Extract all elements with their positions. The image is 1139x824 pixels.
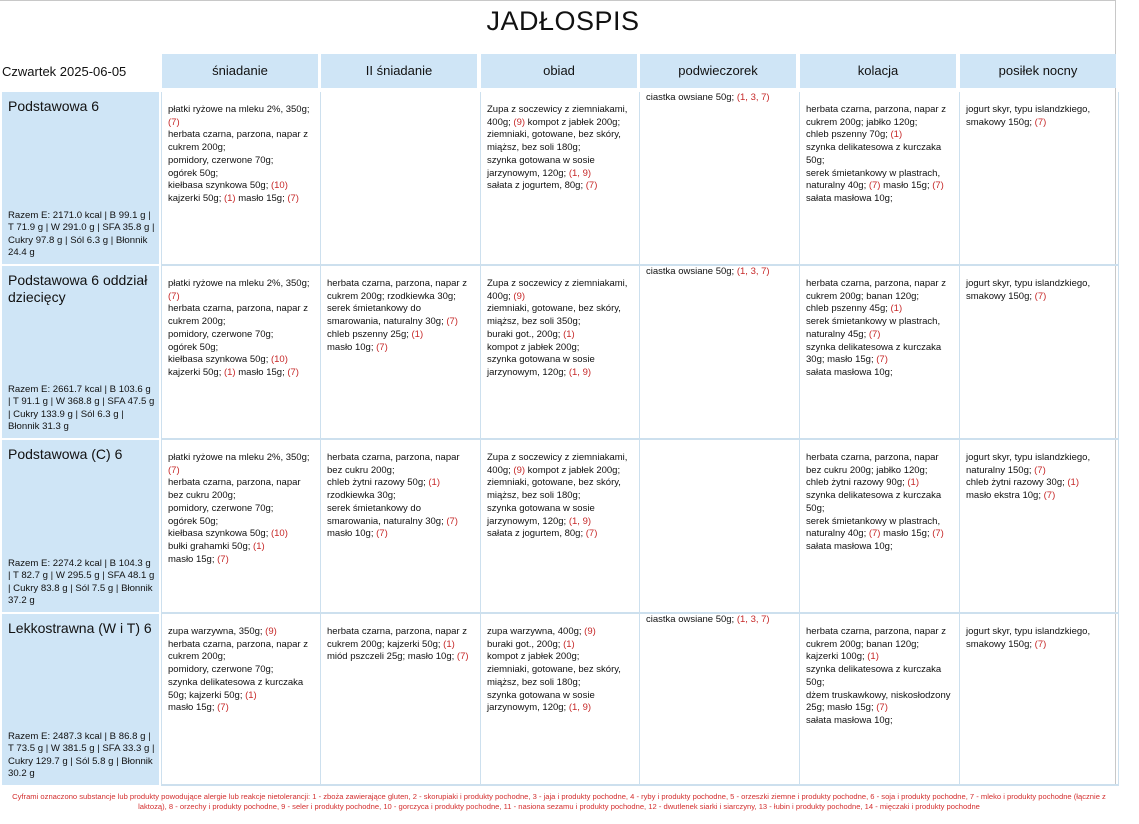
- meal-item: masło 10g; (7): [327, 528, 388, 540]
- allergen-code: (1, 9): [568, 167, 592, 179]
- meal-item: pomidory, czerwone 70g;: [168, 502, 274, 514]
- meal-item: ogórek 50g;: [168, 515, 219, 527]
- meal-item: szynka delikatesowa z kurczaka 30g; masło 15g; (7): [806, 341, 942, 366]
- allergen-code: (7): [446, 515, 458, 527]
- allergen-code: (7): [287, 366, 299, 378]
- column-header: II śniadanie: [321, 54, 477, 88]
- allergen-code: (7): [868, 328, 881, 340]
- meal-item: ziemniaki, gotowane, bez skóry, miąższ, bez soli 180g;: [487, 664, 621, 688]
- allergen-code: (1, 9): [568, 702, 592, 714]
- meal-item: herbata czarna, parzona, napar bez cukru 200g;: [168, 477, 301, 502]
- meal-item: kompot z jabłek 200g;: [487, 341, 580, 353]
- meal-item: chleb żytni razowy 50g; (1): [327, 477, 441, 489]
- meal-item: herbata czarna, parzona, napar z cukrem 200g;: [168, 129, 308, 154]
- meal-cell: [646, 614, 796, 627]
- meal-item: Zupa z soczewicy z ziemniakami, 400g; (9) kompot z jabłek 200g;: [487, 104, 628, 128]
- meal-item: chleb żytni razowy 90g; (1): [806, 477, 920, 489]
- allergen-code: (7): [868, 180, 881, 192]
- column-header: podwieczorek: [640, 54, 796, 88]
- diet-name: Podstawowa (C) 6: [8, 446, 123, 462]
- meal-item: zupa warzywna, 350g; (9): [168, 626, 277, 637]
- diet-row-header: [2, 266, 159, 438]
- allergen-code: (7): [217, 702, 229, 714]
- meal-item: dżem truskawkowy, niskosłodzony 25g; masło 15g; (7): [806, 689, 951, 714]
- allergen-code: (1, 9): [568, 366, 592, 378]
- meal-item: szynka gotowana w sosie jarzynowym, 120g; (1, 9): [487, 502, 595, 527]
- meal-item: szynka gotowana w sosie jarzynowym, 120g; (1, 9): [487, 354, 595, 378]
- meal-item: pomidory, czerwone 70g;: [168, 154, 274, 166]
- meal-cell: [487, 278, 637, 380]
- allergen-code: (1): [253, 540, 265, 552]
- allergen-code: (7): [376, 528, 388, 540]
- allergen-code: (1): [890, 129, 903, 141]
- allergen-code: (9): [513, 290, 526, 302]
- meal-cell: [966, 626, 1116, 651]
- meal-cell: [806, 626, 956, 728]
- allergen-legend: Cyframi oznaczono substancje lub produkty powodujące alergie lub reakcje nietolerancji: 1 - zboża zawierające gluten, 2 - skorupiaki i produkty pochodne, 3 - jaja i produkty pochodne, 4 - ryby i produkty pochodne, 5 - orzeszki ziemne i produkty pochodne, 6 - soja i produkty pochodne, 7 - mleko i produkty pochodne (łącznie z laktozą), 8 - orzechy i produkty pochodne, 9 - seler i produkty pochodne, 10 - gorczyca i produkty pochodne, 11 - nasiona sezamu i produkty pochodne, 12 - dwutlenek siarki i siarczyny, 13 - łubin i produkty pochodne, 14 - mięczaki i produkty pochodne: [12, 792, 1106, 811]
- allergen-code: (1): [443, 638, 455, 650]
- meal-item: zupa warzywna, 400g; (9): [487, 626, 596, 637]
- meal-cell: [168, 278, 318, 380]
- meal-item: ciastka owsiane 50g; (1, 3, 7): [646, 266, 770, 277]
- meal-item: kiełbasa szynkowa 50g; (10): [168, 354, 288, 366]
- meal-item: kompot z jabłek 200g;: [487, 651, 580, 663]
- meal-item: ciastka owsiane 50g; (1, 3, 7): [646, 92, 770, 103]
- meal-item: jogurt skyr, typu islandzkiego, naturalny 150g; (7): [966, 452, 1091, 476]
- meal-cell: [327, 278, 477, 354]
- meal-item: buraki got., 200g; (1): [487, 638, 575, 650]
- meal-item: Zupa z soczewicy z ziemniakami, 400g; (9) kompot z jabłek 200g;: [487, 452, 628, 476]
- meal-item: herbata czarna, parzona, napar z cukrem 200g;: [168, 638, 308, 663]
- allergen-code: (1): [428, 477, 441, 489]
- meal-item: szynka delikatesowa z kurczaka 50g; kajzerki 50g; (1): [168, 676, 304, 701]
- allergen-code: (7): [585, 528, 598, 540]
- meal-item: ziemniaki, gotowane, bez skóry, miąższ, bez soli 180g;: [487, 477, 621, 502]
- meal-item: serek śmietankowy w plastrach, naturalny 40g; (7) masło 15g; (7): [806, 515, 944, 540]
- allergen-code: (7): [868, 528, 881, 540]
- meal-item: kiełbasa szynkowa 50g; (10): [168, 528, 288, 540]
- allergen-code: (1, 9): [568, 515, 592, 527]
- allergen-code: (7): [932, 180, 944, 192]
- meal-item: buraki got., 200g; (1): [487, 328, 575, 340]
- allergen-code: (7): [287, 192, 299, 204]
- meal-cell: [806, 452, 956, 554]
- column-header: kolacja: [800, 54, 956, 88]
- allergen-code: (7): [1034, 464, 1046, 476]
- meal-item: serek śmietankowy w plastrach, naturalny 45g; (7): [806, 316, 941, 340]
- allergen-code: (7): [932, 528, 944, 540]
- meal-item: rzodkiewka 30g;: [327, 490, 396, 502]
- column-header: śniadanie: [162, 54, 318, 88]
- meal-item: szynka delikatesowa z kurczaka 50g;: [806, 490, 942, 514]
- meal-item: pomidory, czerwone 70g;: [168, 664, 274, 676]
- nutrition-summary: Razem E: 2661.7 kcal | B 103.6 g | T 91.1 g | W 368.8 g | SFA 47.5 g | Cukry 133.9 g | Sól 6.3 g | Błonnik 31.3 g: [8, 383, 155, 433]
- meal-cell: [487, 104, 637, 193]
- grid-line: [161, 612, 1119, 614]
- allergen-code: (7): [585, 180, 598, 192]
- meal-item: jogurt skyr, typu islandzkiego, smakowy 150g; (7): [966, 626, 1091, 650]
- meal-item: szynka delikatesowa z kurczaka 50g;: [806, 664, 942, 688]
- meal-item: płatki ryżowe na mleku 2%, 350g; (7): [168, 278, 310, 302]
- allergen-code: (9): [513, 116, 526, 128]
- meal-cell: [966, 278, 1116, 303]
- meal-item: szynka gotowana w sosie jarzynowym, 120g; (1, 9): [487, 154, 595, 179]
- meal-cell: [487, 452, 637, 541]
- allergen-code: (1, 3, 7): [736, 614, 770, 625]
- meal-cell: [966, 104, 1116, 129]
- allergen-code: (1): [563, 328, 575, 340]
- allergen-code: (7): [376, 341, 388, 353]
- allergen-code: (1): [245, 689, 257, 701]
- allergen-code: (7): [168, 290, 180, 302]
- meal-item: herbata czarna, parzona, napar z cukrem 200g; jabłko 120g;: [806, 104, 946, 128]
- allergen-code: (1): [907, 477, 920, 489]
- meal-item: serek śmietankowy w plastrach, naturalny 40g; (7) masło 15g; (7): [806, 167, 944, 192]
- meal-item: ogórek 50g;: [168, 167, 219, 179]
- allergen-code: (7): [1034, 638, 1047, 650]
- meal-item: herbata czarna, parzona, napar z cukrem 200g; rzodkiewka 30g;: [327, 278, 467, 302]
- meal-item: masło ekstra 10g; (7): [966, 490, 1056, 502]
- allergen-code: (7): [168, 116, 180, 128]
- meal-item: masło 15g; (7): [168, 553, 229, 565]
- diet-row-header: [2, 440, 159, 612]
- nutrition-summary: Razem E: 2487.3 kcal | B 86.8 g | T 73.5 g | W 381.5 g | SFA 33.3 g | Cukry 129.7 g | Sól 5.8 g | Błonnik 30.2 g: [8, 730, 155, 780]
- meal-item: miód pszczeli 25g; masło 10g; (7): [327, 651, 469, 663]
- meal-item: ciastka owsiane 50g; (1, 3, 7): [646, 614, 770, 625]
- meal-item: chleb żytni razowy 30g; (1): [966, 477, 1080, 489]
- meal-cell: [168, 452, 318, 566]
- allergen-code: (1): [411, 328, 424, 340]
- allergen-code: (1): [890, 303, 903, 315]
- allergen-code: (7): [456, 651, 469, 663]
- meal-item: chleb pszenny 45g; (1): [806, 303, 903, 315]
- column-header: posiłek nocny: [960, 54, 1116, 88]
- meal-item: płatki ryżowe na mleku 2%, 350g; (7): [168, 104, 310, 128]
- allergen-code: (9): [265, 626, 277, 637]
- meal-item: masło 10g; (7): [327, 341, 388, 353]
- meal-item: sałata z jogurtem, 80g; (7): [487, 180, 598, 192]
- meal-item: chleb pszenny 70g; (1): [806, 129, 903, 141]
- allergen-code: (10): [270, 528, 288, 540]
- meal-item: masło 15g; (7): [168, 702, 229, 714]
- grid-line: [161, 264, 1119, 266]
- allergen-code: (1): [223, 366, 236, 378]
- meal-item: serek śmietankowy do smarowania, naturalny 30g; (7): [327, 502, 458, 527]
- meal-item: kajzerki 50g; (1) masło 15g; (7): [168, 366, 299, 378]
- allergen-code: (7): [217, 553, 229, 565]
- meal-cell: [327, 626, 477, 664]
- allergen-code: (1): [1067, 477, 1080, 489]
- meal-item: herbata czarna, parzona, napar z cukrem 200g; banan 120g;: [806, 626, 946, 650]
- nutrition-summary: Razem E: 2274.2 kcal | B 104.3 g | T 82.7 g | W 295.5 g | SFA 48.1 g | Cukry 83.8 g | Sól 7.5 g | Błonnik 37.2 g: [8, 557, 155, 607]
- diet-name: Podstawowa 6: [8, 98, 100, 114]
- allergen-code: (7): [168, 464, 180, 476]
- allergen-code: (1): [563, 638, 575, 650]
- meal-item: sałata masłowa 10g;: [806, 714, 893, 726]
- meal-cell: [168, 626, 318, 715]
- meal-cell: [646, 266, 796, 279]
- meal-item: bułki grahamki 50g; (1): [168, 540, 265, 552]
- nutrition-summary: Razem E: 2171.0 kcal | B 99.1 g | T 71.9 g | W 291.0 g | SFA 35.8 g | Cukry 97.8 g | Sól 6.3 g | Błonnik 24.4 g: [8, 209, 155, 259]
- meal-cell: [806, 278, 956, 380]
- allergen-code: (1): [223, 192, 236, 204]
- diet-row-header: [2, 614, 159, 785]
- meal-item: kiełbasa szynkowa 50g; (10): [168, 180, 288, 192]
- allergen-code: (7): [876, 354, 888, 366]
- allergen-code: (7): [1043, 490, 1056, 502]
- meal-item: ogórek 50g;: [168, 341, 219, 353]
- meal-item: kajzerki 100g; (1): [806, 651, 879, 663]
- meal-item: sałata z jogurtem, 80g; (7): [487, 528, 598, 540]
- meal-item: Zupa z soczewicy z ziemniakami, 400g; (9): [487, 278, 628, 302]
- allergen-code: (7): [1034, 116, 1047, 128]
- meal-cell: [806, 104, 956, 206]
- meal-item: jogurt skyr, typu islandzkiego, smakowy 150g; (7): [966, 278, 1091, 302]
- meal-item: pomidory, czerwone 70g;: [168, 328, 274, 340]
- meal-item: chleb pszenny 25g; (1): [327, 328, 424, 340]
- meal-cell: [646, 92, 796, 105]
- meal-item: szynka delikatesowa z kurczaka 50g;: [806, 142, 942, 166]
- grid-line: [161, 784, 1119, 786]
- meal-item: sałata masłowa 10g;: [806, 366, 893, 378]
- allergen-code: (1, 3, 7): [736, 266, 770, 277]
- meal-item: szynka gotowana w sosie jarzynowym, 120g; (1, 9): [487, 689, 595, 714]
- allergen-code: (1): [867, 651, 879, 663]
- meal-cell: [487, 626, 637, 715]
- diet-name: Lekkostrawna (W i T) 6: [8, 620, 152, 636]
- allergen-code: (9): [513, 464, 526, 476]
- allergen-code: (7): [1034, 290, 1047, 302]
- diet-name: Podstawowa 6 oddział dziecięcy: [8, 272, 148, 305]
- grid-line: [161, 438, 1119, 440]
- meal-item: herbata czarna, parzona, napar z cukrem 200g; banan 120g;: [806, 278, 946, 302]
- meal-cell: [966, 452, 1116, 503]
- diet-row-header: [2, 92, 159, 264]
- meal-item: sałata masłowa 10g;: [806, 192, 893, 204]
- allergen-code: (9): [584, 626, 596, 637]
- page-title: JADŁOSPIS: [486, 6, 640, 36]
- allergen-code: (10): [270, 354, 288, 366]
- meal-item: jogurt skyr, typu islandzkiego, smakowy 150g; (7): [966, 104, 1091, 128]
- meal-item: płatki ryżowe na mleku 2%, 350g; (7): [168, 452, 310, 476]
- allergen-code: (1, 3, 7): [736, 92, 770, 103]
- column-header: obiad: [481, 54, 637, 88]
- meal-item: herbata czarna, parzona, napar z cukrem 200g; kajzerki 50g; (1): [327, 626, 467, 650]
- allergen-code: (7): [446, 316, 458, 328]
- meal-item: serek śmietankowy do smarowania, naturalny 30g; (7): [327, 303, 458, 328]
- meal-cell: [168, 104, 318, 206]
- meal-item: herbata czarna, parzona, napar z cukrem 200g;: [168, 303, 308, 328]
- meal-item: herbata czarna, parzona, napar bez cukru 200g;: [327, 452, 460, 476]
- meal-item: ziemniaki, gotowane, bez skóry, miąższ, bez soli 180g;: [487, 129, 621, 154]
- meal-item: kajzerki 50g; (1) masło 15g; (7): [168, 192, 299, 204]
- allergen-code: (7): [876, 702, 888, 714]
- menu-date: Czwartek 2025-06-05: [2, 64, 127, 79]
- meal-item: sałata masłowa 10g;: [806, 540, 893, 552]
- meal-item: herbata czarna, parzona, napar bez cukru 200g; jabłko 120g;: [806, 452, 939, 476]
- meal-item: ziemniaki, gotowane, bez skóry, miąższ, bez soli 350g;: [487, 303, 621, 328]
- allergen-code: (10): [270, 180, 288, 192]
- meal-cell: [327, 452, 477, 541]
